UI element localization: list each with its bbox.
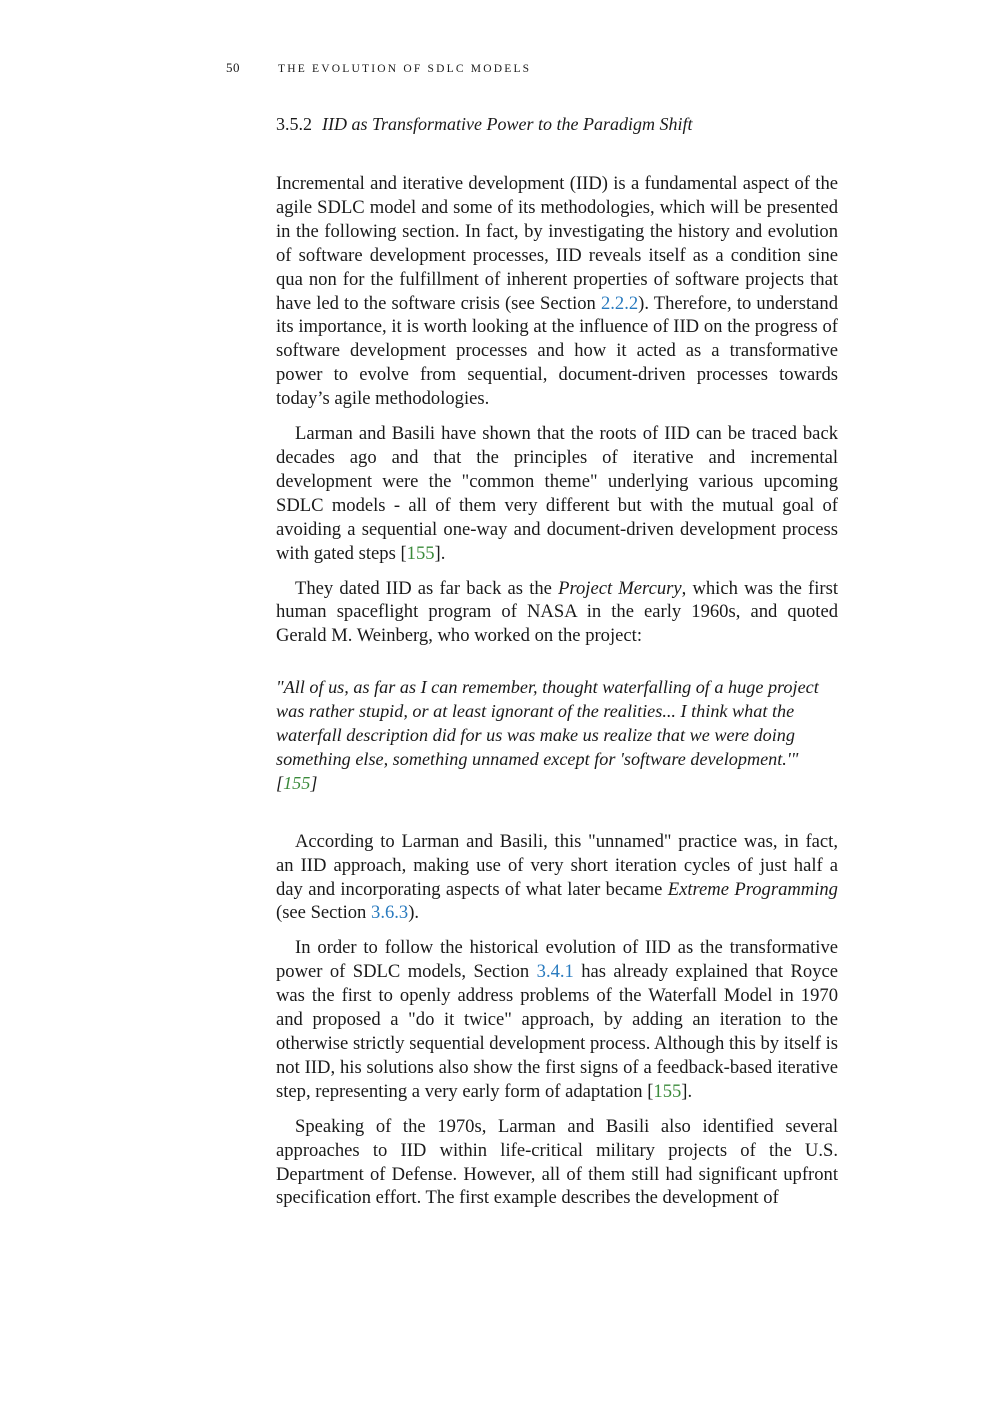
paragraph-text: Larman and Basili have shown that the roots of IID can be traced back decades ago and that the principles of iterative and incremental development were the "common theme" underlying various upcoming SDLC models - all of them very different but with the mutual goal of avoiding a sequential one-way and document-driven development process with gated steps [ <box>276 423 838 564</box>
paragraph-2 <box>276 422 838 565</box>
emphasis-project-mercury: Project Mercury <box>558 577 682 599</box>
paragraph-5 <box>276 936 838 1103</box>
running-title: THE EVOLUTION OF SDLC MODELS <box>278 63 532 75</box>
paragraph-4 <box>276 830 838 926</box>
running-header <box>226 60 531 76</box>
block-quote <box>276 676 838 796</box>
paragraph-text: ). <box>408 902 420 924</box>
paragraph-text: ]. <box>681 1080 693 1102</box>
paragraph-text: According to Larman and Basili, this "unnamed" practice was, in fact, an IID approach, making use of very short iteration cycles of just half a day and incorporating aspects of what later became <box>276 830 838 900</box>
citation-link[interactable]: 155 <box>406 542 435 564</box>
section-link[interactable]: 3.4.1 <box>536 961 574 983</box>
citation-link[interactable]: 155 <box>283 772 311 793</box>
paragraph-text: , which was the first human spaceflight program of NASA in the early 1960s, and quoted Gerald M. Weinberg, who worked on the project: <box>276 577 838 647</box>
paragraph-1 <box>276 172 838 411</box>
body-text <box>276 172 838 1221</box>
subsection-title: IID as Transformative Power to the Paradigm Shift <box>322 114 693 134</box>
subsection-heading <box>276 114 693 135</box>
paragraph-text: Speaking of the 1970s, Larman and Basili also identified several approaches to IID within life-critical military projects of the U.S. Department of Defense. However, all of them still had significant upfront specification effort. The first example describes the development of <box>276 1115 838 1209</box>
emphasis-extreme-programming: Extreme Programming <box>667 878 838 900</box>
quote-text: ] <box>310 772 318 793</box>
page-number: 50 <box>226 60 240 75</box>
paragraph-text: In order to follow the historical evolution of IID as the transformative power of SDLC models, Section <box>276 937 838 983</box>
section-link[interactable]: 3.6.3 <box>371 902 409 924</box>
paragraph-text: (see Section <box>276 902 372 924</box>
subsection-number: 3.5.2 <box>276 114 312 134</box>
paragraph-text: ). Therefore, to understand its importance, it is worth looking at the influence of IID on the progress of software development processes and how it acted as a transformative power to evolve from sequential, document-driven processes towards today’s agile methodologies. <box>276 292 838 410</box>
paragraph-3 <box>276 577 838 649</box>
paragraph-6 <box>276 1115 838 1211</box>
paragraph-text: Incremental and iterative development (IID) is a fundamental aspect of the agile SDLC model and some of its methodologies, which will be presented in the following section. In fact, by investigating the history and evolution of software development processes, IID reveals itself as a condition sine qua non for the fulfillment of inherent properties of software projects that have led to the software crisis (see Section <box>276 173 838 314</box>
paragraph-text: has already explained that Royce was the first to openly address problems of the Waterfall Model in 1970 and proposed a "do it twice" approach, by adding an iteration to the otherwise strictly sequential development process. Although this by itself is not IID, his solutions also show the first signs of a feedback-based iterative step, representing a very early form of adaptation [ <box>276 961 838 1102</box>
paragraph-text: They dated IID as far back as the <box>295 577 559 599</box>
citation-link[interactable]: 155 <box>653 1080 682 1102</box>
quote-text: "All of us, as far as I can remember, thought waterfalling of a huge project was rather stupid, or at least ignorant of the realities... I think what the waterfall description did for us was make us realize that we were doing something else, something unnamed except for 'software development.'" [ <box>276 677 819 793</box>
section-link[interactable]: 2.2.2 <box>600 292 639 314</box>
paragraph-text: ]. <box>434 542 446 564</box>
